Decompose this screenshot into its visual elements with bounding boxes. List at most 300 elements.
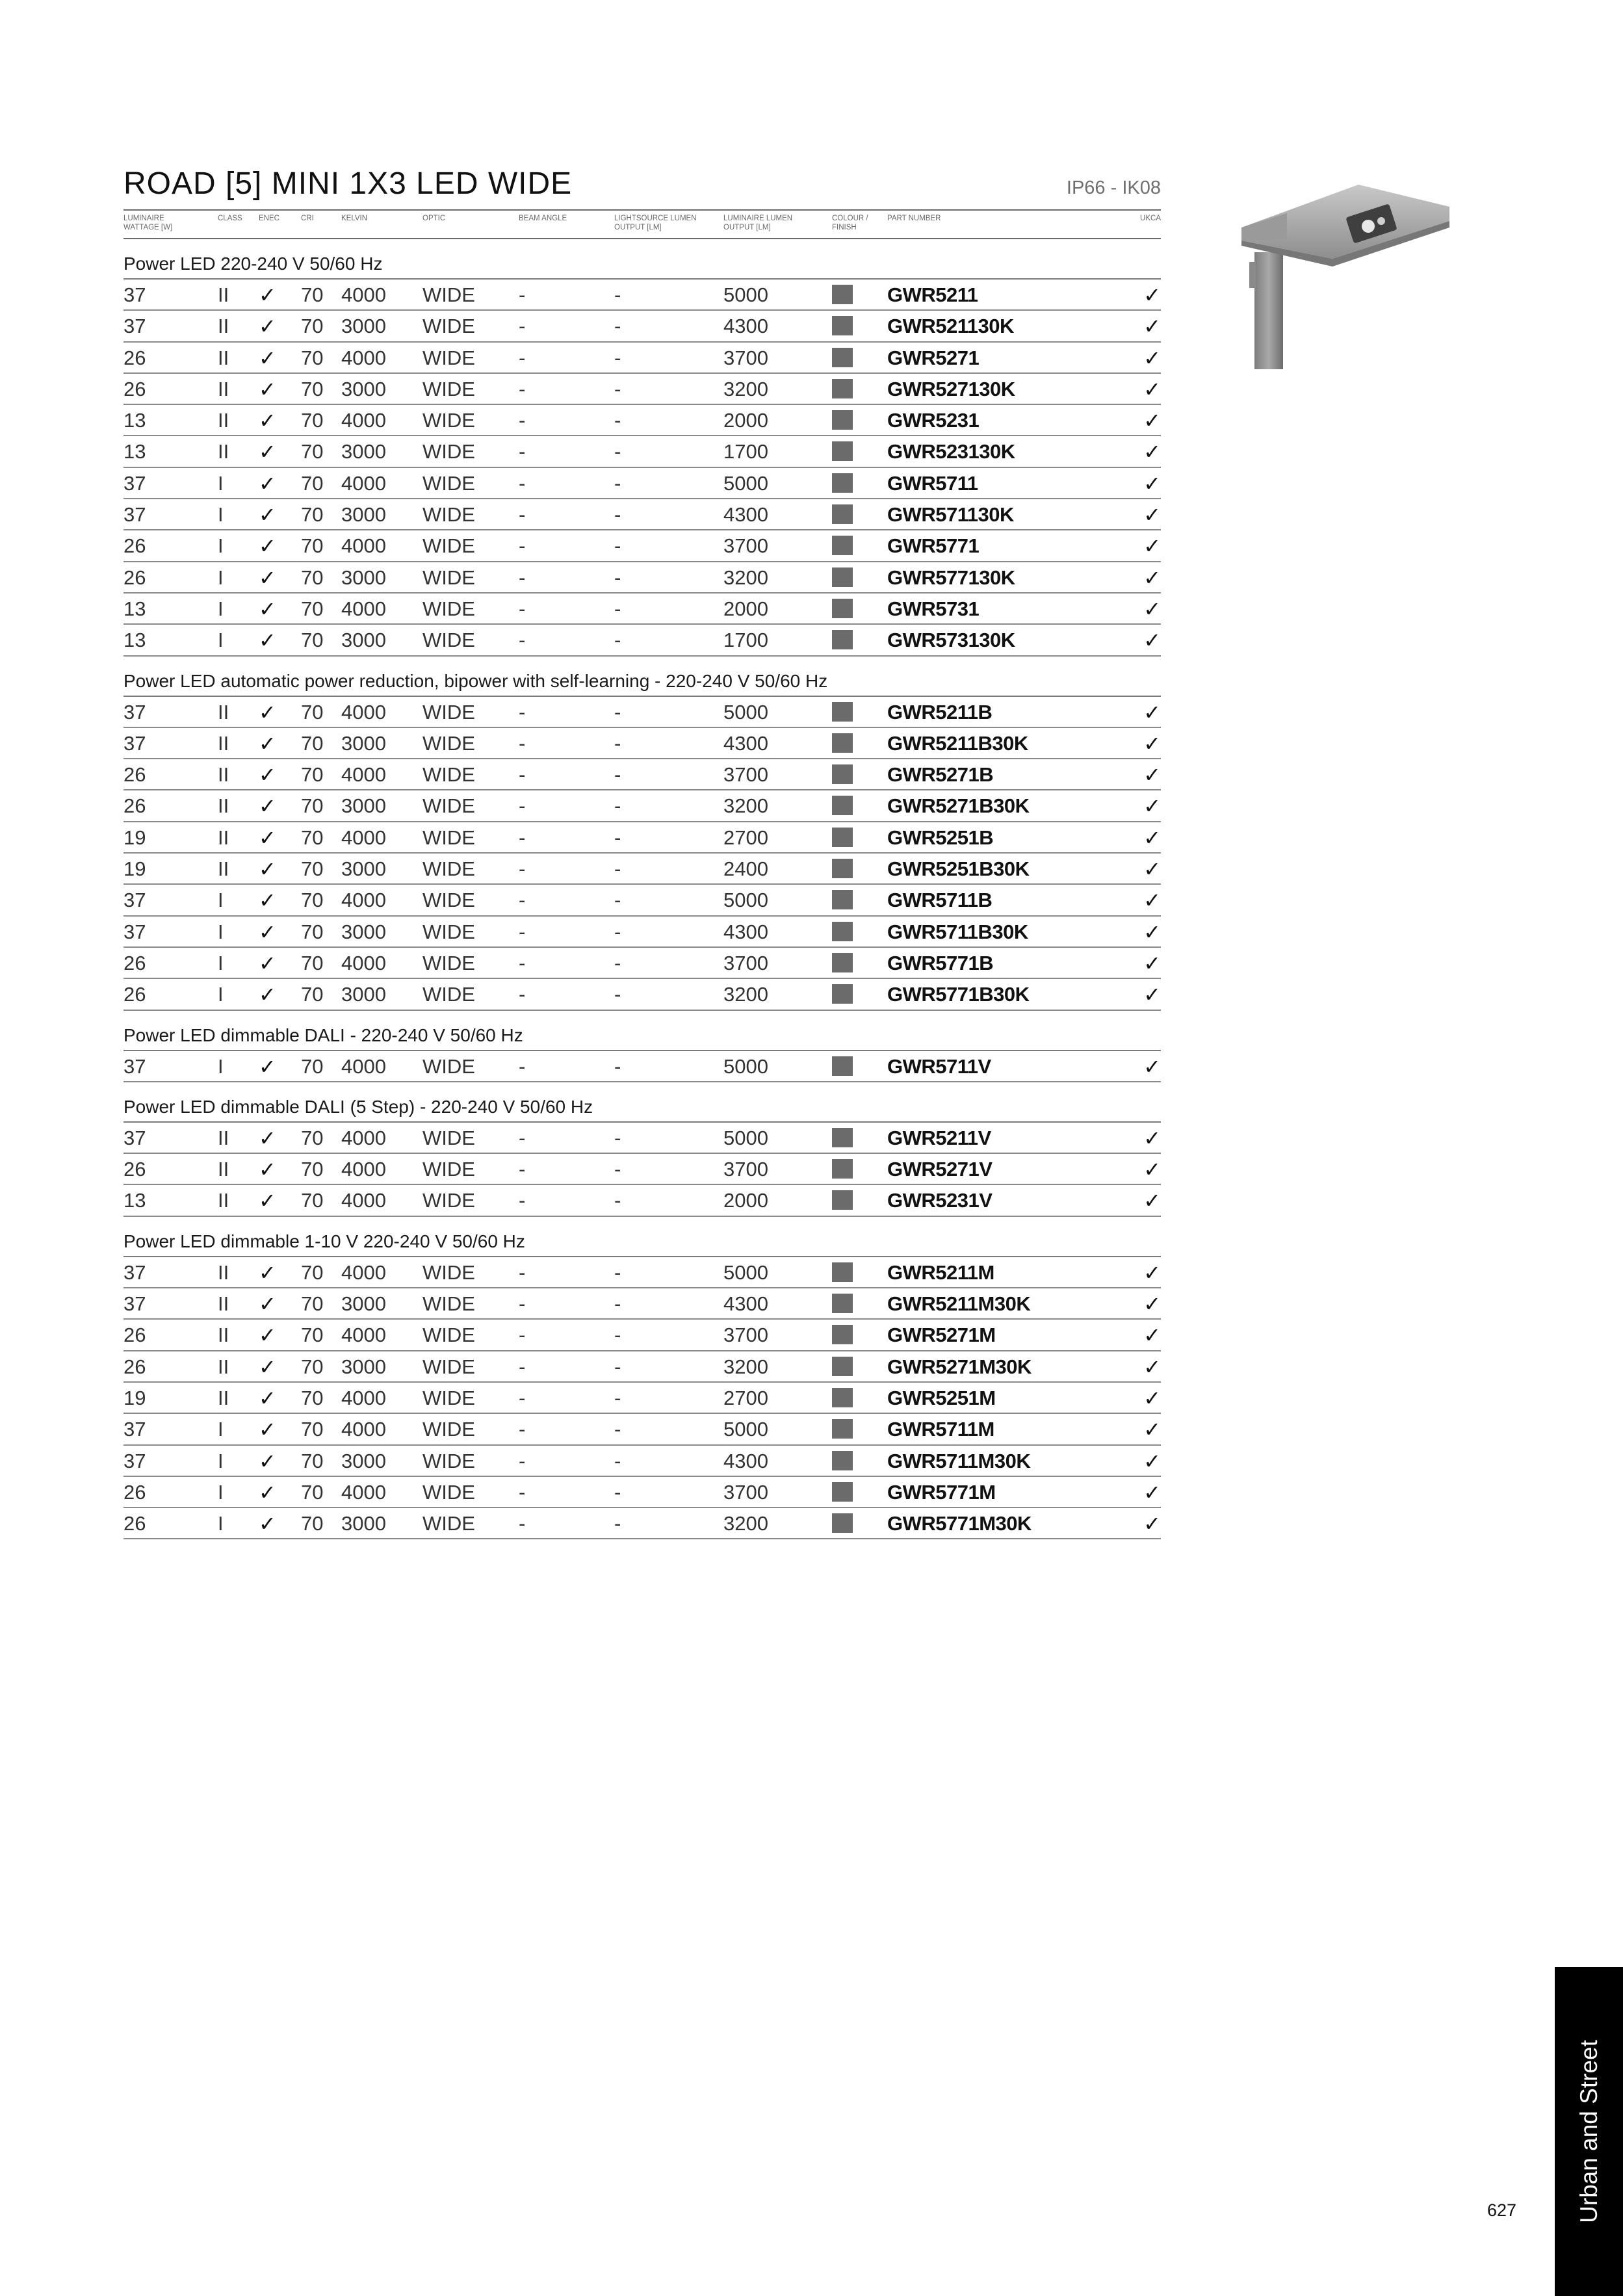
cell-class: II — [218, 1158, 229, 1181]
cell-class: II — [218, 1355, 229, 1378]
cell-kelvin: 3000 — [341, 857, 386, 881]
cell-part-number: GWR5711B — [887, 889, 993, 912]
enec-check-icon: ✓ — [259, 950, 276, 976]
cell-optic: WIDE — [422, 1512, 475, 1535]
cell-kelvin: 4000 — [341, 826, 386, 849]
table-row — [123, 1257, 1161, 1288]
finish-swatch — [832, 473, 853, 493]
ukca-check-icon: ✓ — [1143, 1385, 1161, 1411]
cell-luminaire-lumen: 5000 — [723, 1126, 768, 1149]
finish-swatch — [832, 348, 853, 367]
cell-class: II — [218, 763, 229, 787]
page-number: 627 — [1487, 2200, 1517, 2220]
cell-luminaire-lumen: 5000 — [723, 889, 768, 912]
cell-optic: WIDE — [422, 1386, 475, 1409]
cell-wattage: 13 — [123, 1189, 146, 1212]
cell-part-number: GWR5231V — [887, 1189, 993, 1212]
ukca-check-icon: ✓ — [1143, 919, 1161, 945]
section-side-tab — [1555, 1967, 1623, 2296]
ukca-check-icon: ✓ — [1143, 439, 1161, 465]
cell-luminaire-lumen: 3700 — [723, 1324, 768, 1347]
header-enec: ENEC — [259, 215, 279, 222]
ukca-check-icon: ✓ — [1143, 596, 1161, 621]
cell-cri: 70 — [301, 471, 324, 495]
cell-part-number: GWR5271B30K — [887, 794, 1030, 818]
cell-kelvin: 4000 — [341, 283, 386, 306]
cell-optic: WIDE — [422, 1418, 475, 1441]
enec-check-icon: ✓ — [259, 345, 276, 371]
cell-part-number: GWR5771M30K — [887, 1512, 1032, 1535]
enec-check-icon: ✓ — [259, 763, 276, 788]
cell-cri: 70 — [301, 1418, 324, 1441]
cell-lightsource-lumen: - — [614, 826, 621, 849]
cell-optic: WIDE — [422, 983, 475, 1006]
cell-luminaire-lumen: 3700 — [723, 1480, 768, 1504]
cell-luminaire-lumen: 5000 — [723, 1418, 768, 1441]
cell-beam-angle: - — [519, 566, 526, 589]
ukca-check-icon: ✓ — [1143, 763, 1161, 788]
cell-class: II — [218, 1324, 229, 1347]
ukca-check-icon: ✓ — [1143, 283, 1161, 307]
cell-class: II — [218, 346, 229, 369]
cell-lightsource-lumen: - — [614, 283, 621, 306]
ukca-check-icon: ✓ — [1143, 1054, 1161, 1079]
cell-part-number: GWR5771 — [887, 534, 980, 558]
cell-class: II — [218, 1126, 229, 1149]
enec-check-icon: ✓ — [259, 376, 276, 402]
finish-swatch — [832, 599, 853, 618]
page-title: ROAD [5] MINI 1X3 LED WIDE — [123, 166, 573, 201]
ukca-check-icon: ✓ — [1143, 471, 1161, 496]
finish-swatch — [832, 922, 853, 941]
cell-beam-angle: - — [519, 1418, 526, 1441]
cell-class: II — [218, 1292, 229, 1316]
cell-luminaire-lumen: 2000 — [723, 597, 768, 620]
cell-optic: WIDE — [422, 1054, 475, 1078]
cell-kelvin: 4000 — [341, 1386, 386, 1409]
ukca-check-icon: ✓ — [1143, 731, 1161, 756]
cell-luminaire-lumen: 2700 — [723, 826, 768, 849]
cell-optic: WIDE — [422, 1126, 475, 1149]
ukca-check-icon: ✓ — [1143, 565, 1161, 590]
table-row — [123, 1351, 1161, 1383]
table-row — [123, 790, 1161, 822]
table-row — [123, 728, 1161, 759]
cell-class: I — [218, 1054, 224, 1078]
side-tab-label: Urban and Street — [1575, 2040, 1602, 2223]
cell-luminaire-lumen: 4300 — [723, 503, 768, 527]
cell-optic: WIDE — [422, 1189, 475, 1212]
ukca-check-icon: ✓ — [1143, 345, 1161, 371]
finish-swatch — [832, 859, 853, 878]
cell-luminaire-lumen: 3700 — [723, 1158, 768, 1181]
cell-cri: 70 — [301, 1126, 324, 1149]
cell-lightsource-lumen: - — [614, 794, 621, 818]
cell-class: II — [218, 731, 229, 755]
cell-cri: 70 — [301, 503, 324, 527]
cell-beam-angle: - — [519, 1386, 526, 1409]
cell-optic: WIDE — [422, 1355, 475, 1378]
cell-part-number: GWR5271B — [887, 763, 994, 787]
finish-swatch — [832, 410, 853, 430]
table-row — [123, 979, 1161, 1010]
cell-class: I — [218, 597, 224, 620]
cell-cri: 70 — [301, 794, 324, 818]
cell-lightsource-lumen: - — [614, 951, 621, 974]
cell-beam-angle: - — [519, 1512, 526, 1535]
cell-part-number: GWR573130K — [887, 629, 1015, 652]
cell-class: II — [218, 283, 229, 306]
cell-lightsource-lumen: - — [614, 1054, 621, 1078]
table-row — [123, 1154, 1161, 1185]
header-optic: OPTIC — [422, 215, 446, 222]
cell-luminaire-lumen: 4300 — [723, 920, 768, 943]
cell-class: I — [218, 566, 224, 589]
cell-lightsource-lumen: - — [614, 597, 621, 620]
cell-class: I — [218, 920, 224, 943]
enec-check-icon: ✓ — [259, 857, 276, 882]
cell-cri: 70 — [301, 889, 324, 912]
cell-part-number: GWR5211V — [887, 1126, 991, 1149]
cell-class: I — [218, 471, 224, 495]
cell-class: I — [218, 889, 224, 912]
cell-luminaire-lumen: 2000 — [723, 1189, 768, 1212]
cell-beam-angle: - — [519, 1355, 526, 1378]
cell-beam-angle: - — [519, 1054, 526, 1078]
cell-class: II — [218, 440, 229, 463]
cell-beam-angle: - — [519, 920, 526, 943]
ukca-check-icon: ✓ — [1143, 628, 1161, 653]
finish-swatch — [832, 567, 853, 587]
enec-check-icon: ✓ — [259, 1511, 276, 1537]
header-luminaire-lumen — [723, 214, 792, 232]
cell-beam-angle: - — [519, 794, 526, 818]
cell-kelvin: 4000 — [341, 471, 386, 495]
ukca-check-icon: ✓ — [1143, 1448, 1161, 1474]
table-row — [123, 885, 1161, 916]
cell-cri: 70 — [301, 826, 324, 849]
header-class: CLASS — [218, 215, 242, 222]
cell-optic: WIDE — [422, 920, 475, 943]
cell-optic: WIDE — [422, 629, 475, 652]
cell-wattage: 37 — [123, 471, 146, 495]
cell-lightsource-lumen: - — [614, 983, 621, 1006]
table-row — [123, 1288, 1161, 1320]
cell-optic: WIDE — [422, 315, 475, 338]
cell-cri: 70 — [301, 1260, 324, 1284]
enec-check-icon: ✓ — [259, 1054, 276, 1079]
cell-kelvin: 4000 — [341, 1260, 386, 1284]
finish-swatch — [832, 1388, 853, 1407]
enec-check-icon: ✓ — [259, 1260, 276, 1285]
cell-lightsource-lumen: - — [614, 857, 621, 881]
section-title: Power LED automatic power reduction, bipower with self-learning - 220-240 V 50/60 Hz — [123, 657, 1161, 697]
cell-luminaire-lumen: 5000 — [723, 1054, 768, 1078]
enec-check-icon: ✓ — [259, 1448, 276, 1474]
enec-check-icon: ✓ — [259, 1354, 276, 1379]
cell-optic: WIDE — [422, 1158, 475, 1181]
cell-kelvin: 3000 — [341, 1512, 386, 1535]
enec-check-icon: ✓ — [259, 439, 276, 465]
table-sections — [123, 239, 1161, 1539]
finish-swatch — [832, 379, 853, 398]
ukca-check-icon: ✓ — [1143, 1354, 1161, 1379]
finish-swatch — [832, 984, 853, 1004]
cell-cri: 70 — [301, 983, 324, 1006]
header-colour-finish — [832, 214, 868, 232]
header-lightsource-lumen — [614, 214, 697, 232]
enec-check-icon: ✓ — [259, 565, 276, 590]
cell-beam-angle: - — [519, 283, 526, 306]
cell-class: I — [218, 1449, 224, 1472]
cell-lightsource-lumen: - — [614, 1324, 621, 1347]
cell-part-number: GWR5251B30K — [887, 857, 1030, 881]
header-lum-line2: OUTPUT [LM] — [723, 224, 771, 231]
cell-part-number: GWR521130K — [887, 315, 1014, 338]
cell-optic: WIDE — [422, 597, 475, 620]
cell-luminaire-lumen: 1700 — [723, 440, 768, 463]
cell-optic: WIDE — [422, 889, 475, 912]
cell-luminaire-lumen: 3700 — [723, 763, 768, 787]
cell-lightsource-lumen: - — [614, 889, 621, 912]
cell-part-number: GWR5211M30K — [887, 1292, 1031, 1316]
cell-optic: WIDE — [422, 503, 475, 527]
enec-check-icon: ✓ — [259, 534, 276, 559]
header-ls-line1: LIGHTSOURCE LUMEN — [614, 215, 697, 222]
cell-wattage: 37 — [123, 1449, 146, 1472]
ukca-check-icon: ✓ — [1143, 314, 1161, 339]
table-row — [123, 1508, 1161, 1539]
cell-cri: 70 — [301, 346, 324, 369]
header-beam-angle: BEAM ANGLE — [519, 215, 567, 222]
finish-swatch — [832, 1294, 853, 1313]
cell-part-number: GWR5211B — [887, 700, 993, 724]
cell-part-number: GWR5271 — [887, 346, 980, 369]
finish-swatch — [832, 764, 853, 784]
cell-luminaire-lumen: 5000 — [723, 700, 768, 724]
header-cri: CRI — [301, 215, 314, 222]
ukca-check-icon: ✓ — [1143, 502, 1161, 528]
finish-swatch — [832, 890, 853, 909]
cell-luminaire-lumen: 3200 — [723, 1512, 768, 1535]
cell-lightsource-lumen: - — [614, 503, 621, 527]
cell-kelvin: 3000 — [341, 794, 386, 818]
cell-beam-angle: - — [519, 629, 526, 652]
header-kelvin: KELVIN — [341, 215, 368, 222]
header-part-number: PART NUMBER — [887, 215, 941, 222]
finish-swatch — [832, 1262, 853, 1282]
cell-part-number: GWR5211B30K — [887, 731, 1028, 755]
cell-wattage: 19 — [123, 1386, 146, 1409]
cell-class: II — [218, 826, 229, 849]
cell-optic: WIDE — [422, 1449, 475, 1472]
ukca-check-icon: ✓ — [1143, 794, 1161, 819]
cell-class: II — [218, 1260, 229, 1284]
cell-class: II — [218, 794, 229, 818]
cell-luminaire-lumen: 3700 — [723, 951, 768, 974]
cell-lightsource-lumen: - — [614, 1126, 621, 1149]
cell-kelvin: 4000 — [341, 1480, 386, 1504]
cell-class: II — [218, 857, 229, 881]
cell-optic: WIDE — [422, 409, 475, 432]
cell-cri: 70 — [301, 1386, 324, 1409]
cell-optic: WIDE — [422, 1260, 475, 1284]
cell-beam-angle: - — [519, 1158, 526, 1181]
table-row — [123, 1477, 1161, 1508]
cell-luminaire-lumen: 1700 — [723, 629, 768, 652]
cell-wattage: 26 — [123, 346, 146, 369]
cell-cri: 70 — [301, 1189, 324, 1212]
table-row — [123, 405, 1161, 436]
ukca-check-icon: ✓ — [1143, 1417, 1161, 1442]
cell-luminaire-lumen: 5000 — [723, 1260, 768, 1284]
cell-class: II — [218, 315, 229, 338]
cell-kelvin: 4000 — [341, 1418, 386, 1441]
cell-cri: 70 — [301, 1158, 324, 1181]
cell-wattage: 13 — [123, 629, 146, 652]
cell-cri: 70 — [301, 920, 324, 943]
cell-kelvin: 3000 — [341, 315, 386, 338]
table-row — [123, 1446, 1161, 1477]
table-row — [123, 530, 1161, 562]
cell-wattage: 13 — [123, 597, 146, 620]
cell-kelvin: 4000 — [341, 346, 386, 369]
enec-check-icon: ✓ — [259, 1480, 276, 1505]
cell-optic: WIDE — [422, 566, 475, 589]
cell-part-number: GWR5211 — [887, 283, 978, 306]
table-row — [123, 1051, 1161, 1082]
cell-luminaire-lumen: 3200 — [723, 983, 768, 1006]
cell-lightsource-lumen: - — [614, 700, 621, 724]
cell-beam-angle: - — [519, 377, 526, 400]
cell-luminaire-lumen: 2000 — [723, 409, 768, 432]
section-title: Power LED dimmable DALI - 220-240 V 50/60 Hz — [123, 1011, 1161, 1051]
cell-part-number: GWR5711M — [887, 1418, 994, 1441]
enec-check-icon: ✓ — [259, 1188, 276, 1214]
cell-luminaire-lumen: 4300 — [723, 731, 768, 755]
cell-class: I — [218, 1512, 224, 1535]
cell-wattage: 37 — [123, 700, 146, 724]
cell-optic: WIDE — [422, 1292, 475, 1316]
cell-lightsource-lumen: - — [614, 920, 621, 943]
cell-kelvin: 3000 — [341, 983, 386, 1006]
cell-beam-angle: - — [519, 409, 526, 432]
cell-kelvin: 4000 — [341, 763, 386, 787]
street-lamp-image — [1235, 181, 1456, 379]
cell-cri: 70 — [301, 597, 324, 620]
cell-beam-angle: - — [519, 597, 526, 620]
header-colour-line1: COLOUR / — [832, 215, 868, 222]
cell-class: I — [218, 983, 224, 1006]
ukca-check-icon: ✓ — [1143, 1157, 1161, 1182]
table-row — [123, 436, 1161, 467]
cell-optic: WIDE — [422, 951, 475, 974]
cell-part-number: GWR5711 — [887, 471, 978, 495]
section-title: Power LED dimmable DALI (5 Step) - 220-240 V 50/60 Hz — [123, 1082, 1161, 1123]
ukca-check-icon: ✓ — [1143, 1125, 1161, 1151]
cell-lightsource-lumen: - — [614, 377, 621, 400]
cell-kelvin: 3000 — [341, 566, 386, 589]
cell-cri: 70 — [301, 1480, 324, 1504]
finish-swatch — [832, 504, 853, 524]
cell-class: I — [218, 629, 224, 652]
header-wattage-line1: LUMINAIRE — [123, 215, 164, 222]
cell-wattage: 19 — [123, 857, 146, 881]
cell-beam-angle: - — [519, 1324, 526, 1347]
cell-wattage: 13 — [123, 409, 146, 432]
cell-kelvin: 4000 — [341, 1054, 386, 1078]
cell-part-number: GWR5231 — [887, 409, 980, 432]
enec-check-icon: ✓ — [259, 888, 276, 913]
cell-wattage: 37 — [123, 1126, 146, 1149]
cell-part-number: GWR5211M — [887, 1260, 994, 1284]
cell-kelvin: 4000 — [341, 597, 386, 620]
ukca-check-icon: ✓ — [1143, 1323, 1161, 1348]
finish-swatch — [832, 1159, 853, 1179]
cell-class: II — [218, 377, 229, 400]
cell-kelvin: 4000 — [341, 951, 386, 974]
ukca-check-icon: ✓ — [1143, 1292, 1161, 1317]
cell-wattage: 26 — [123, 1324, 146, 1347]
header-lum-line1: LUMINAIRE LUMEN — [723, 215, 793, 222]
cell-class: I — [218, 503, 224, 527]
finish-swatch — [832, 733, 853, 753]
cell-part-number: GWR5771B30K — [887, 983, 1030, 1006]
cell-cri: 70 — [301, 1054, 324, 1078]
cell-cri: 70 — [301, 315, 324, 338]
cell-kelvin: 3000 — [341, 1355, 386, 1378]
cell-lightsource-lumen: - — [614, 534, 621, 558]
cell-kelvin: 4000 — [341, 534, 386, 558]
ukca-check-icon: ✓ — [1143, 950, 1161, 976]
table-row — [123, 374, 1161, 405]
cell-part-number: GWR5711M30K — [887, 1449, 1031, 1472]
cell-optic: WIDE — [422, 794, 475, 818]
cell-optic: WIDE — [422, 440, 475, 463]
cell-lightsource-lumen: - — [614, 1292, 621, 1316]
cell-wattage: 26 — [123, 534, 146, 558]
cell-luminaire-lumen: 4300 — [723, 315, 768, 338]
enec-check-icon: ✓ — [259, 1125, 276, 1151]
cell-lightsource-lumen: - — [614, 409, 621, 432]
cell-luminaire-lumen: 4300 — [723, 1449, 768, 1472]
cell-wattage: 37 — [123, 889, 146, 912]
enec-check-icon: ✓ — [259, 408, 276, 434]
table-row — [123, 822, 1161, 854]
enec-check-icon: ✓ — [259, 919, 276, 945]
cell-wattage: 37 — [123, 731, 146, 755]
table-row — [123, 311, 1161, 342]
cell-wattage: 37 — [123, 503, 146, 527]
enec-check-icon: ✓ — [259, 825, 276, 850]
finish-swatch — [832, 1056, 853, 1076]
finish-swatch — [832, 1419, 853, 1439]
enec-check-icon: ✓ — [259, 471, 276, 496]
cell-lightsource-lumen: - — [614, 566, 621, 589]
cell-optic: WIDE — [422, 826, 475, 849]
cell-wattage: 37 — [123, 1292, 146, 1316]
cell-beam-angle: - — [519, 1126, 526, 1149]
cell-kelvin: 4000 — [341, 1126, 386, 1149]
cell-cri: 70 — [301, 566, 324, 589]
cell-wattage: 37 — [123, 283, 146, 306]
cell-wattage: 26 — [123, 951, 146, 974]
finish-swatch — [832, 1128, 853, 1147]
ukca-check-icon: ✓ — [1143, 699, 1161, 725]
cell-cri: 70 — [301, 763, 324, 787]
enec-check-icon: ✓ — [259, 1157, 276, 1182]
cell-wattage: 37 — [123, 920, 146, 943]
